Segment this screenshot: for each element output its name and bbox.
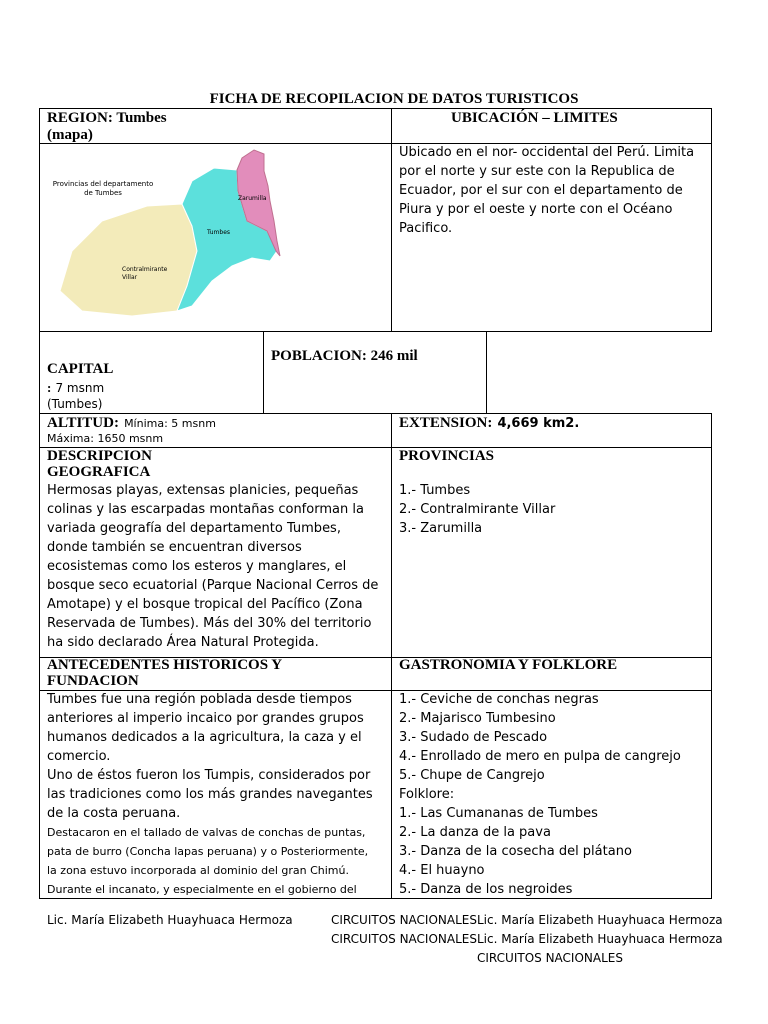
page-title: FICHA DE RECOPILACION DE DATOS TURISTICOS (209, 91, 579, 107)
map-title-line: de Tumbes (84, 189, 122, 197)
extension-label: EXTENSION: (399, 415, 493, 431)
footer-left: Lic. María Elizabeth Huayhuaca Hermoza (47, 913, 293, 927)
antecedentes-heading-2: FUNDACION (47, 673, 139, 689)
list-item: 2.- Majarisco Tumbesino (399, 711, 556, 726)
label-contralmirante-1: Contralmirante (122, 266, 168, 273)
footer-right-3: CIRCUITOS NACIONALES (477, 951, 623, 965)
text-line: la zona estuvo incorporada al dominio del gran Chimú. (47, 864, 349, 877)
text-line: donde también se encuentran diversos (47, 540, 302, 555)
altitud-label: ALTITUD: (47, 415, 119, 431)
text-line: Destacaron en el tallado de valvas de conchas de puntas, (47, 826, 366, 839)
text-line: colinas y las escarpadas montañas conforman la (47, 502, 364, 517)
ubicacion-text (399, 143, 709, 238)
column-divider-top (391, 108, 392, 332)
text-line: comercio. (47, 749, 111, 764)
map-title-line: Provincias del departamento (52, 180, 154, 188)
capital-label: CAPITAL (47, 361, 114, 377)
text-line: Piura y por el oeste y norte con el Océano (399, 202, 673, 217)
text-line: Hermosas playas, extensas planicies, pequeñas (47, 483, 359, 498)
descripcion-text (47, 481, 378, 652)
poblacion-right-border (486, 331, 487, 413)
text-line: por el norte y sur este con la Republica de (399, 164, 675, 179)
region-sub: (mapa) (47, 127, 93, 143)
list-item: 3.- Zarumilla (399, 521, 483, 536)
text-line: Ecuador, por el sur con el departamento de (399, 183, 683, 198)
extension-value: 4,669 km2. (497, 416, 580, 431)
text-line: Ubicado en el nor- occidental del Perú. Limita (399, 145, 695, 160)
text-line: ecosistemas como los esteros y manglares, el (47, 559, 347, 574)
capital-left-border (39, 331, 40, 413)
column-divider-altitud (391, 413, 392, 448)
list-item: 5.- Danza de los negroides (399, 882, 573, 897)
label-contralmirante-2: Villar (122, 274, 138, 281)
antecedentes-heading-1: ANTECEDENTES HISTORICOS Y (47, 657, 283, 673)
antecedentes-text (47, 690, 373, 899)
capital-sub: (Tumbes) (47, 397, 103, 411)
column-divider-antecedentes (391, 657, 392, 899)
text-line: ha sido declarado Área Natural Protegida. (47, 635, 319, 650)
label-contralmirante (122, 266, 167, 282)
list-item: 1.- Las Cumananas de Tumbes (399, 806, 598, 821)
label-tumbes: Tumbes (207, 229, 231, 236)
list-item: 4.- El huayno (399, 863, 485, 878)
altitud-minima: Mínima: 5 msnm (124, 417, 216, 430)
capital-value-line (47, 378, 104, 398)
footer-right-1: CIRCUITOS NACIONALESLic. María Elizabeth Huayhuaca Hermoza (331, 913, 723, 927)
text-line: Amotape) y el bosque tropical del Pacífico (Zona (47, 597, 363, 612)
list-item: 2.- La danza de la pava (399, 825, 551, 840)
capital-value: 7 msnm (55, 381, 105, 395)
list-item: 4.- Enrollado de mero en pulpa de cangrejo (399, 749, 681, 764)
column-divider-descripcion (391, 447, 392, 658)
text-line: de la costa peruana. (47, 806, 181, 821)
contralmirante-region (60, 204, 197, 316)
gastronomia-list (399, 690, 681, 899)
map-title (48, 180, 158, 198)
list-item: Folklore: (399, 787, 455, 802)
provincias-list (399, 481, 555, 538)
text-line: variada geografía del departamento Tumbes, (47, 521, 341, 536)
text-line: Reservada de Tumbes). Más del 30% del territorio (47, 616, 372, 631)
altitud-line (47, 413, 216, 432)
extension-line (399, 413, 579, 432)
ubicacion-heading: UBICACIÓN – LIMITES (451, 110, 618, 126)
text-line: Tumbes fue una región poblada desde tiempos (47, 692, 352, 707)
label-zarumilla: Zarumilla (238, 195, 267, 202)
capital-divider (263, 331, 264, 413)
provincias-heading: PROVINCIAS (399, 448, 495, 464)
capital-colon: : (47, 380, 52, 395)
text-line: anteriores al imperio incaico por grandes grupos (47, 711, 364, 726)
region-label: REGION: Tumbes (47, 110, 167, 126)
descripcion-heading-1: DESCRIPCION (47, 448, 153, 464)
text-line: bosque seco ecuatorial (Parque Nacional Cerros de (47, 578, 379, 593)
descripcion-heading-2: GEOGRAFICA (47, 464, 151, 480)
list-item: 3.- Sudado de Pescado (399, 730, 548, 745)
text-line: humanos dedicados a la agricultura, la caza y el (47, 730, 362, 745)
tumbes-map (42, 146, 382, 326)
gastronomia-heading: GASTRONOMIA Y FOLKLORE (399, 657, 618, 673)
footer-right-2: CIRCUITOS NACIONALESLic. María Elizabeth Huayhuaca Hermoza (331, 932, 723, 946)
text-line: Uno de éstos fueron los Tumpis, considerados por (47, 768, 371, 783)
poblacion-label: POBLACION: 246 mil (271, 348, 418, 364)
list-item: 5.- Chupe de Cangrejo (399, 768, 545, 783)
list-item: 1.- Ceviche de conchas negras (399, 692, 599, 707)
altitud-maxima: Máxima: 1650 msnm (47, 432, 164, 445)
list-item: 2.- Contralmirante Villar (399, 502, 556, 517)
text-line: Durante el incanato, y especialmente en el gobierno del (47, 883, 357, 896)
list-item: 1.- Tumbes (399, 483, 471, 498)
text-line: las tradiciones como los más grandes navegantes (47, 787, 373, 802)
text-line: pata de burro (Concha lapas peruana) y o Posteriormente, (47, 845, 369, 858)
list-item: 3.- Danza de la cosecha del plátano (399, 844, 632, 859)
map-svg (42, 146, 382, 326)
text-line: Pacifico. (399, 221, 453, 236)
